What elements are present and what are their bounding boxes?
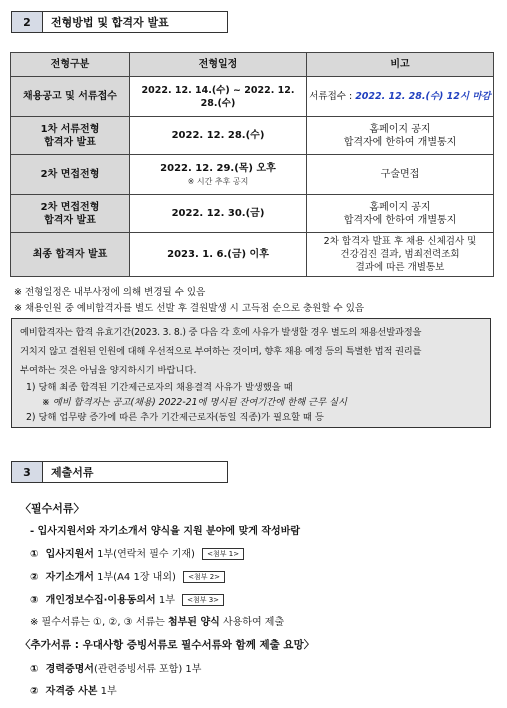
- date-main: 2022. 12. 29.(목) 오후: [160, 162, 276, 174]
- header-category: 전형구분: [11, 53, 130, 77]
- note-line: 건강검진 결과, 범죄전력조회: [340, 249, 460, 260]
- attachment-tag: <첨부 1>: [202, 548, 244, 560]
- footer-prefix: ※ 필수서류는 ①, ②, ③ 서류는: [30, 617, 168, 628]
- category-line: 2차 면접전형: [40, 201, 100, 213]
- doc-number: ③: [30, 595, 39, 606]
- box-text-line: 예비합격자는 합격 유효기간(2023. 3. 8.) 중 다음 각 호에 사유가 발생할 경우 별도의 채용선발과정을: [20, 327, 422, 338]
- category-line: 합격자 발표: [44, 214, 96, 226]
- box-item: 2) 당해 업무량 증가에 따른 추가 기간제근로자(동일 직종)가 필요할 때 등: [26, 412, 324, 423]
- table-row: [11, 155, 494, 195]
- note-line: 홈페이지 공지: [369, 201, 431, 213]
- doc-name: 자격증 사본: [45, 686, 98, 697]
- box-item: 1) 당해 최종 합격된 기간제근로자의 채용결격 사유가 발생했을 때: [26, 382, 293, 393]
- doc-name: 자기소개서: [45, 572, 94, 583]
- doc-number: ①: [30, 664, 39, 675]
- extra-doc-item: [30, 660, 201, 675]
- row-date: 2022. 12. 30.(금): [130, 195, 307, 233]
- row-category: 최종 합격자 발표: [11, 233, 130, 277]
- doc-number: ②: [30, 686, 39, 697]
- required-docs-note: - 입사지원서와 자기소개서 양식을 지원 분야에 맞게 작성바람: [30, 526, 301, 537]
- header-remarks: 비고: [307, 53, 494, 77]
- doc-detail: 1부(연락처 필수 기재): [93, 549, 195, 560]
- header-schedule: 전형일정: [130, 53, 307, 77]
- schedule-note: ※ 전형일정은 내부사정에 의해 변경될 수 있음: [14, 287, 206, 298]
- note-line: 결과에 따른 개별통보: [355, 262, 445, 273]
- doc-name: 개인정보수집·이용동의서: [45, 595, 156, 606]
- doc-item: [30, 591, 224, 606]
- row-note: 구술면접: [307, 155, 494, 195]
- section-2-header: [11, 11, 228, 33]
- schedule-table: [10, 52, 494, 277]
- extra-docs-title: 〈추가서류 : 우대사항 증빙서류로 필수서류와 함께 제출 요망〉: [20, 639, 315, 651]
- doc-item: [30, 568, 225, 583]
- row-category: [11, 117, 130, 155]
- row-note: [307, 195, 494, 233]
- required-docs-title: 〈필수서류〉: [20, 502, 85, 515]
- footer-suffix: 사용하여 제출: [219, 617, 285, 628]
- doc-detail: 1부: [97, 686, 117, 697]
- box-item-sub: ※ 예비 합격자는 공고(채용) 2022-21에 명시된 잔여기간에 한해 근무 실시: [42, 397, 348, 408]
- doc-detail: 1부(A4 1장 내외): [93, 572, 176, 583]
- row-date: [130, 155, 307, 195]
- deadline-highlight: 2022. 12. 28.(수) 12시 마감: [355, 91, 491, 102]
- footer-emphasis: 첨부된 양식: [167, 617, 220, 628]
- row-note: [307, 77, 494, 117]
- row-date: 2022. 12. 14.(수) ~ 2022. 12. 28.(수): [130, 77, 307, 117]
- category-line: 합격자 발표: [44, 136, 96, 148]
- note-line: 합격자에 한하여 개별통지: [343, 136, 457, 148]
- date-sub-note: ※ 시간 추후 공지: [187, 176, 249, 186]
- table-row: [11, 233, 494, 277]
- doc-number: ①: [30, 549, 39, 560]
- note-line: 홈페이지 공지: [369, 123, 431, 135]
- box-text-line: 거치지 않고 결원된 인원에 대해 우선적으로 부여하는 것이며, 향후 채용 예정 등의 특별한 법적 권리를: [20, 346, 422, 357]
- note-line: 합격자에 한하여 개별통지: [343, 214, 457, 226]
- category-line: 1차 서류전형: [40, 123, 100, 135]
- doc-detail: 1부: [155, 595, 175, 606]
- section-3-header: [11, 461, 228, 483]
- row-date: 2023. 1. 6.(금) 이후: [130, 233, 307, 277]
- reserve-candidate-box: [11, 318, 491, 428]
- note-line: 2차 합격자 발표 후 채용 신체검사 및: [323, 236, 477, 247]
- reserve-note: ※ 채용인원 중 예비합격자를 별도 선발 후 결원발생 시 고득점 순으로 충원할 수 있음: [14, 303, 365, 314]
- table-row: [11, 117, 494, 155]
- row-note: [307, 233, 494, 277]
- doc-item: [30, 545, 244, 560]
- attachment-tag: <첨부 2>: [183, 571, 225, 583]
- table-row: [11, 195, 494, 233]
- doc-number: ②: [30, 572, 39, 583]
- doc-name: 경력증명서: [45, 664, 94, 675]
- required-docs-footer: [30, 613, 284, 628]
- row-category: 2차 면접전형: [11, 155, 130, 195]
- table-row: [11, 77, 494, 117]
- doc-detail: (관련증빙서류 포함) 1부: [93, 664, 202, 675]
- section-title: 제출서류: [43, 461, 228, 483]
- table-header-row: [11, 53, 494, 77]
- extra-doc-item: [30, 682, 117, 697]
- note-prefix: 서류접수 :: [309, 91, 356, 102]
- row-date: 2022. 12. 28.(수): [130, 117, 307, 155]
- section-number: 3: [11, 461, 43, 483]
- box-text-line: 부여하는 것은 아님을 양지하시기 바랍니다.: [20, 365, 197, 376]
- doc-name: 입사지원서: [45, 549, 94, 560]
- row-note: [307, 117, 494, 155]
- row-category: 채용공고 및 서류접수: [11, 77, 130, 117]
- section-number: 2: [11, 11, 43, 33]
- section-title: 전형방법 및 합격자 발표: [43, 11, 228, 33]
- row-category: [11, 195, 130, 233]
- attachment-tag: <첨부 3>: [182, 594, 224, 606]
